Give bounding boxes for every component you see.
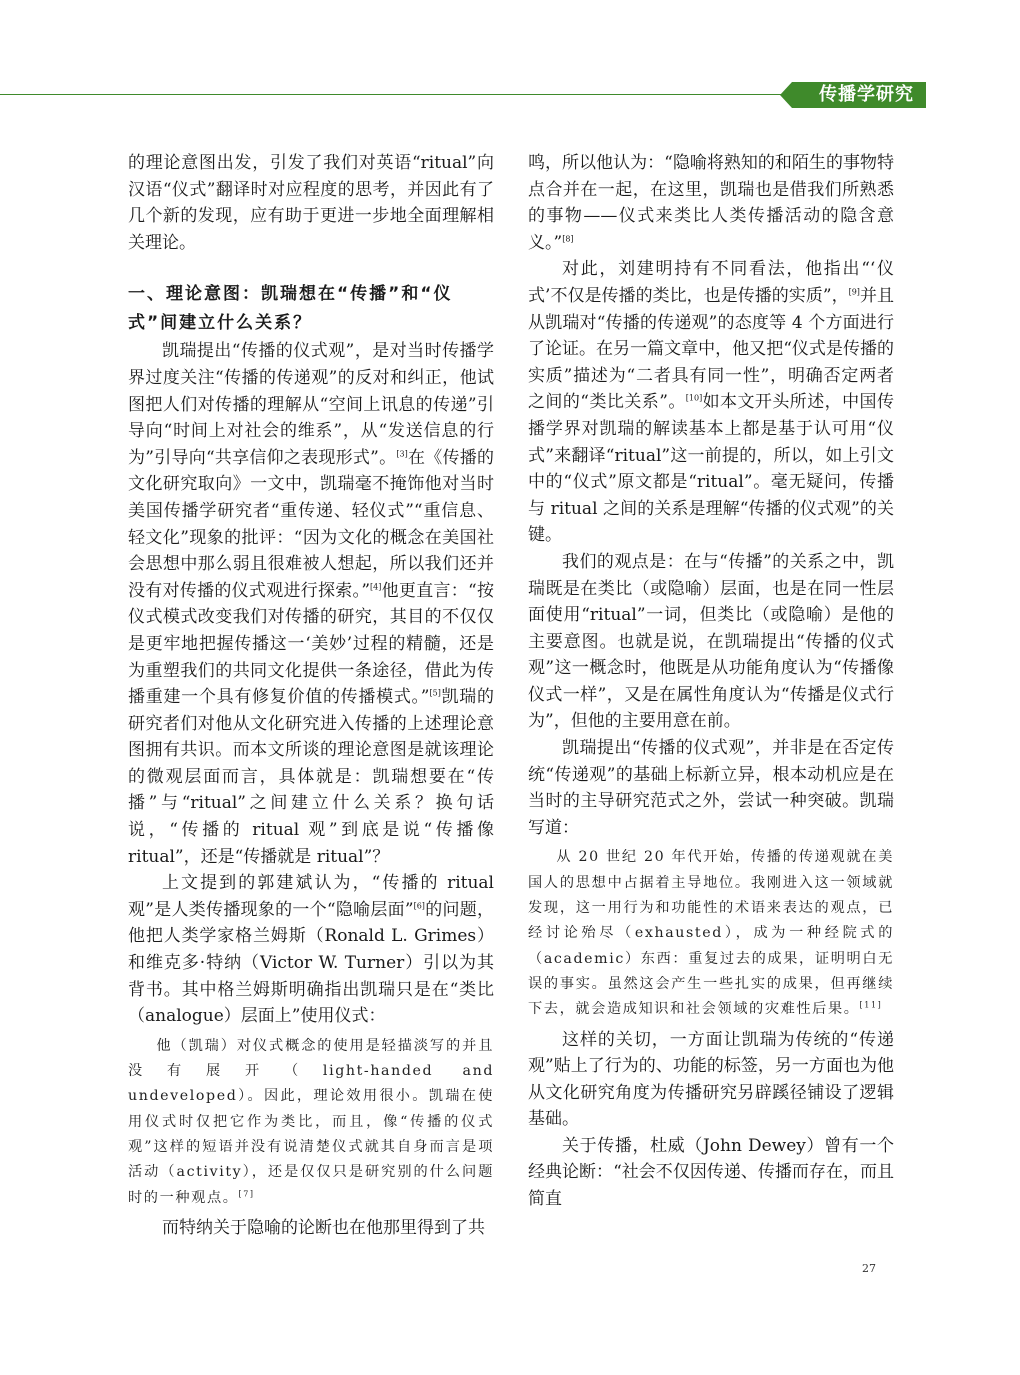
citation-ref: [10] [685, 393, 703, 403]
block-quote-carey: 从 20 世纪 20 年代开始，传播的传递观就在美国人的思想中占据着主导地位。我刚进入这一领域就发现，这一用行为和功能性的术语来表达的观点，已经讨论殆尽（exhausted），成为一种经院式的（academic）东西：重复过去的成果，证明明白无误的事实。虽然这会产生一些扎实的成果，但再继续下去，就会造成知识和社会领域的灾难性后果。[11] [528, 849, 894, 1018]
block-quote-grimes: 他（凯瑞）对仪式概念的使用是轻描淡写的并且没有展开（light-handed and undeveloped）。因此，理论效用很小。凯瑞在使用仪式时仅把它作为类比，而且，像“传播的仪式观”这样的短语并没有说清楚仪式就其自身而言是项活动（activity），还是仅仅只是研究别的什么问题时的一种观点。[7] [128, 1037, 494, 1206]
header-rule-cap [780, 82, 792, 108]
intro-paragraph: 的理论意图出发，引发了我们对英语“ritual”向汉语“仪式”翻译时对应程度的思考，并因此有了几个新的发现，应有助于更进一步地全面理解相关理论。 [128, 153, 494, 253]
citation-ref: [7] [238, 1188, 255, 1198]
citation-ref: [11] [859, 1000, 883, 1010]
citation-ref: [4] [370, 582, 382, 592]
citation-ref: [3] [396, 449, 408, 459]
citation-ref: [9] [848, 287, 860, 297]
left-column [128, 150, 494, 1241]
paragraph-8: 关于传播，杜威（John Dewey）曾有一个经典论断：“社会不仅因传递、传播而存在，而且简直 [528, 1135, 894, 1210]
paragraph-7: 这样的关切，一方面让凯瑞为传统的“传递观”贴上了行为的、功能的标签，另一方面也为他从文化研究角度为传播研究另辟蹊径铺设了逻辑基础。 [528, 1029, 894, 1130]
citation-ref: [5] [429, 688, 441, 698]
right-column [528, 150, 894, 1213]
paragraph-1: 凯瑞提出“传播的仪式观”，是对当时传播学界过度关注“传播的传递观”的反对和纠正，他试图把人们对传播的理解从“空间上讯息的传递”引导向“时间上对社会的维系”，从“发送信息的行为”引导向“共享信仰之表现形式”。[3]在《传播的文化研究取向》一文中，凯瑞毫不掩饰他对当时美国传播学研究者“重传递、轻仪式”“重信息、轻文化”现象的批评：“因为文化的概念在美国社会思想中那么弱且很难被人想起，所以我们还并没有对传播的仪式观进行探索。”[4]他更直言：“按仪式模式改变我们对传播的研究，其目的不仅仅是更牢地把握传播这一‘美妙’过程的精髓，还是为重塑我们的共同文化提供一条途径，借此为传播重建一个具有修复价值的传播模式。”[5]凯瑞的研究者们对他从文化研究进入传播的上述理论意图拥有共识。而本文所谈的理论意图是就该理论的微观层面而言，具体就是：凯瑞想要在“传播”与“ritual”之间建立什么关系？换句话说，“传播的 ritual 观”到底是说“传播像 ritual”，还是“传播就是 ritual”？ [128, 341, 495, 867]
paragraph-6: 凯瑞提出“传播的仪式观”，并非是在否定传统“传递观”的基础上标新立异，根本动机应是在当时的主导研究范式之外，尝试一种突破。凯瑞写道： [528, 738, 894, 838]
citation-ref: [8] [562, 234, 574, 244]
section-heading: 一、理论意图：凯瑞想在“传播”和“仪式”间建立什么关系？ [128, 284, 453, 334]
page-number: 27 [862, 1262, 876, 1275]
paragraph-3: 而特纳关于隐喻的论断也在他那里得到了共 [162, 1217, 485, 1238]
continued-paragraph: 鸣，所以他认为：“隐喻将熟知的和陌生的事物特点合并在一起，在这里，凯瑞也是借我们所熟悉的事物——仪式来类比人类传播活动的隐含意义。”[8] [528, 153, 894, 253]
paragraph-2: 上文提到的郭建斌认为，“传播的 ritual 观”是人类传播现象的一个“隐喻层面”[6]的问题，他把人类学家格兰姆斯（Ronald L. Grimes）和维克多·特纳（Victor W. Turner）引以为其背书。其中格兰姆斯明确指出凯瑞只是在“类比（analogue）层面上”使用仪式： [128, 873, 494, 1027]
paragraph-4: 对此，刘建明持有不同看法，他指出“‘仪式’不仅是传播的类比，也是传播的实质”，[9]并且从凯瑞对“传播的传递观”的态度等 4 个方面进行了论证。在另一篇文章中，他又把“仪式是传播的实质”描述为“二者具有同一性”，明确否定两者之间的“类比关系”。[10]如本文开头所述，中国传播学界对凯瑞的解读基本上都是基于认可用“仪式”来翻译“ritual”这一前提的，所以，如上引文中的“仪式”原文都是“ritual”。毫无疑问，传播与 ritual 之间的关系是理解“传播的仪式观”的关键。 [528, 259, 894, 546]
paragraph-5: 我们的观点是：在与“传播”的关系之中，凯瑞既是在类比（或隐喻）层面，也是在同一性层面使用“ritual”一词，但类比（或隐喻）是他的主要意图。也就是说，在凯瑞提出“传播的仪式观”这一概念时，他既是从功能角度认为“传播像仪式一样”，又是在属性角度认为“传播是仪式行为”，但他的主要用意在前。 [528, 551, 894, 732]
citation-ref: [6] [413, 901, 425, 911]
section-tag: 传播学研究 [792, 82, 926, 108]
header-rule [0, 94, 788, 95]
